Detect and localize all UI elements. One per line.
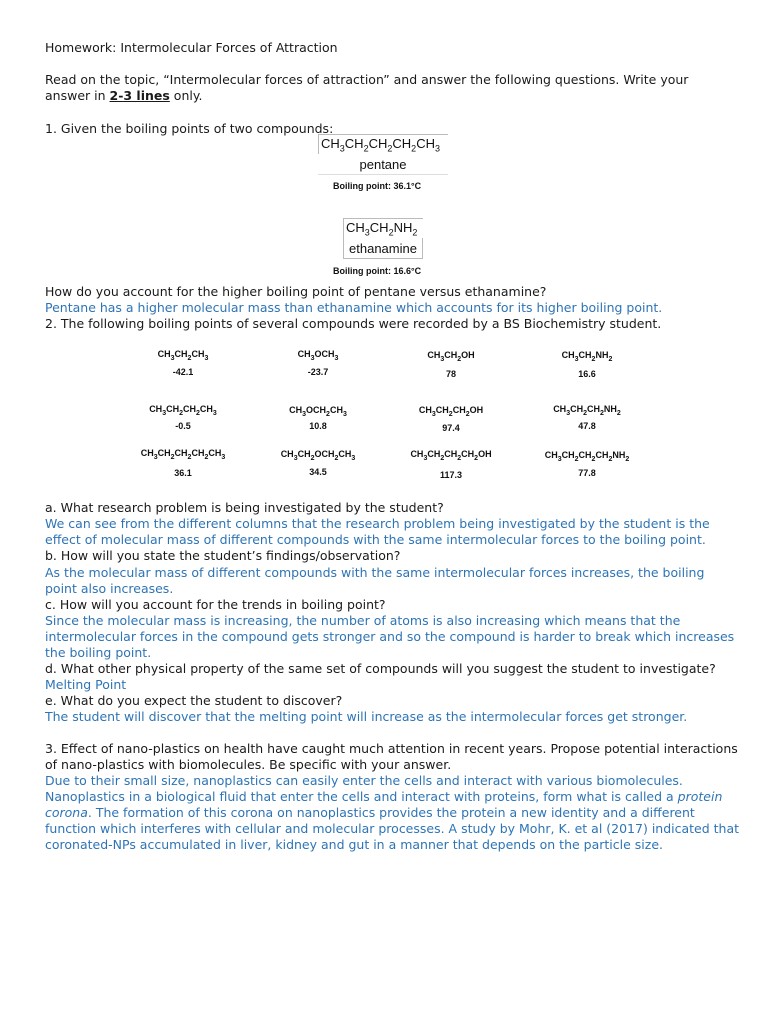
answer-3-line-3 [45,805,695,821]
question-1-answer: Pentane has a higher molecular mass than ethanamine which accounts for its higher boiling point. [45,300,663,315]
table-cell-value: 10.8 [309,421,327,431]
answer-3-line-4: function which interferes with cellular and molecular processes. A study by Mohr, K. et al (2017) indicated that [45,821,740,836]
pentane-name: pentane [318,154,448,175]
instructions-text: answer in [45,88,110,103]
ethanamine-boiling-point: Boiling point: 16.6°C [333,266,422,276]
document-title: Homework: Intermolecular Forces of Attraction [45,40,338,55]
answer-2a-line-1: We can see from the different columns that the research problem being investigated by the student is the [45,516,710,531]
table-cell-value: 34.5 [309,467,327,477]
answer-2a-line-2: effect of molecular mass of different compounds with the same intermolecular forces to the boiling point. [45,532,706,547]
ethanamine-formula: $CH_3CH_2NH_2$ [343,218,423,238]
pentane-boiling-point: Boiling point: 36.1°C [333,181,422,191]
question-2c: c. How will you account for the trends in boiling point? [45,597,386,612]
answer-2e: The student will discover that the melting point will increase as the intermolecular forces get stronger. [45,709,688,724]
table-cell-value: -23.7 [307,367,329,377]
ethanamine-name: ethanamine [343,238,423,259]
question-2e: e. What do you expect the student to discover? [45,693,343,708]
table-cell-formula: $CH_3CH_2OCH_2CH_3$ [280,449,356,462]
table-cell-value: 36.1 [174,468,192,478]
question-2b: b. How will you state the student’s findings/observation? [45,548,401,563]
question-2a: a. What research problem is being investigated by the student? [45,500,444,515]
table-cell-value: 117.3 [439,470,463,480]
answer-2c-line-3: the boiling point. [45,645,152,660]
table-cell-value: -42.1 [172,367,194,377]
table-cell-value: -0.5 [175,421,191,431]
answer-2c-line-1: Since the molecular mass is increasing, the number of atoms is also increasing which means that the [45,613,681,628]
table-cell-formula: $CH_3CH_2OH$ [427,350,475,363]
table-cell-formula: $CH_3CH_2CH_2CH_2OH$ [410,449,492,462]
question-1-text: How do you account for the higher boiling point of pentane versus ethanamine? [45,284,547,299]
pentane-structure [318,134,448,175]
answer-3-line-5: coronated-NPs accumulated in liver, kidney and gut in a manner that depends on the particle size. [45,837,663,852]
answer-2b-line-1: As the molecular mass of different compounds with the same intermolecular forces increases, the boiling [45,565,705,580]
table-cell-value: 77.8 [578,468,596,478]
answer-3-text: Nanoplastics in a biological fluid that enter the cells and interact with proteins, form what is called a [45,789,678,804]
answer-2b-line-2: point also increases. [45,581,174,596]
answer-3-line-1: Due to their small size, nanoplastics can easily enter the cells and interact with various biomolecules. [45,773,683,788]
question-1-prompt: 1. Given the boiling points of two compounds: [45,121,334,136]
instructions-text-end: only. [169,88,203,103]
table-cell-formula: $CH_3CH_2NH_2$ [561,350,613,363]
table-cell-value: 97.4 [442,423,460,433]
table-cell-formula: $CH_3CH_2CH_2CH_2CH_3$ [140,448,226,461]
instructions-line-2 [45,88,202,104]
table-cell-formula: $CH_3OCH_3$ [297,349,339,362]
table-cell-value: 16.6 [578,369,596,379]
answer-3-italic: protein [677,789,723,804]
instructions-line-1: Read on the topic, “Intermolecular forces of attraction” and answer the following questions. Write your [45,72,689,87]
answer-3-line-2 [45,789,722,805]
answer-3-text: . The formation of this corona on nanoplastics provides the protein a new identity and a different [87,805,695,820]
pentane-formula: $CH_3CH_2CH_2CH_2CH_3$ [318,134,448,154]
instructions-emphasis: 2-3 lines [109,88,170,103]
table-cell-formula: $CH_3CH_2CH_2OH$ [418,405,484,418]
table-cell-value: 78 [445,369,456,379]
question-3-line-2: of nano-plastics with biomolecules. Be specific with your answer. [45,757,452,772]
table-cell-formula: $CH_3CH_2CH_2NH_2$ [553,404,621,417]
table-cell-formula: $CH_3CH_2CH_2CH_3$ [149,404,217,417]
ethanamine-structure [343,218,423,259]
answer-2d: Melting Point [45,677,127,692]
table-cell-value: 47.8 [578,421,596,431]
answer-3-italic: corona [45,805,88,820]
table-cell-formula: $CH_3CH_2CH_3$ [157,349,209,362]
question-3-line-1: 3. Effect of nano-plastics on health have caught much attention in recent years. Propose potential interactions [45,741,738,756]
table-cell-formula: $CH_3CH_2CH_2CH_2NH_2$ [544,450,630,463]
question-2-prompt: 2. The following boiling points of several compounds were recorded by a BS Biochemistry student. [45,316,662,331]
question-2d: d. What other physical property of the same set of compounds will you suggest the student to investigate? [45,661,716,676]
table-cell-formula: $CH_3OCH_2CH_3$ [289,405,347,418]
answer-2c-line-2: intermolecular forces in the compound gets stronger and so the compound is harder to break which increases [45,629,735,644]
